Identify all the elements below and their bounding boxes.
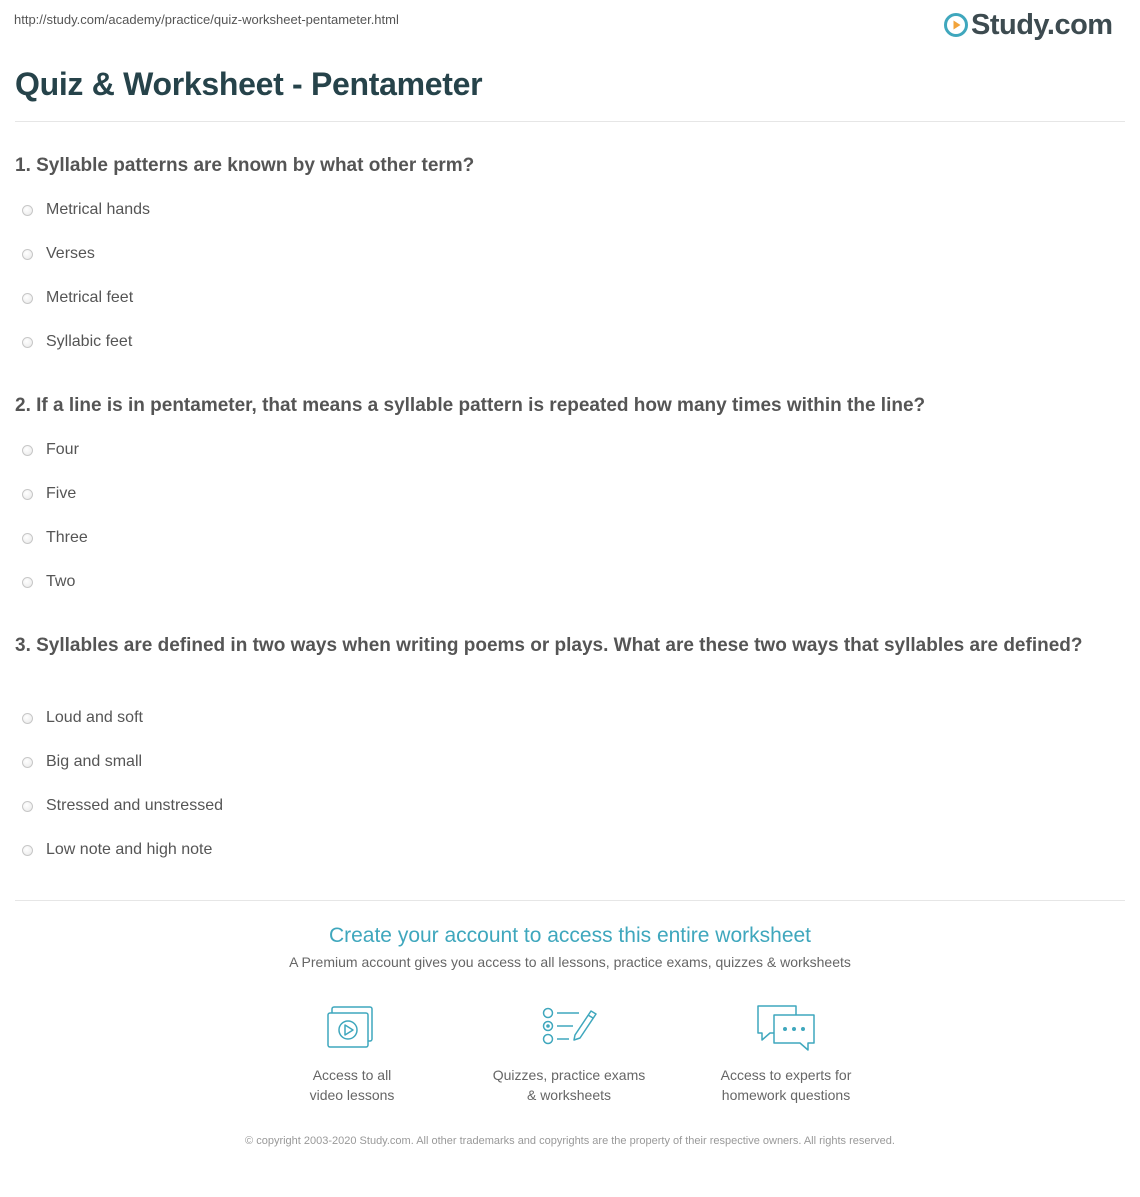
q3-option-3[interactable] bbox=[22, 794, 223, 818]
option-label: Stressed and unstressed bbox=[46, 797, 223, 814]
option-label: Verses bbox=[46, 245, 95, 262]
feature-experts bbox=[686, 1003, 886, 1105]
q3-option-1[interactable] bbox=[22, 706, 143, 730]
radio-button[interactable] bbox=[22, 801, 33, 812]
radio-button[interactable] bbox=[22, 489, 33, 500]
question-2: 2. If a line is in pentameter, that means a syllable pattern is repeated how many times within the line? bbox=[15, 395, 926, 416]
radio-button[interactable] bbox=[22, 845, 33, 856]
feature-quizzes bbox=[469, 1003, 669, 1105]
feature-label-line2: video lessons bbox=[309, 1087, 395, 1103]
q1-option-3[interactable] bbox=[22, 286, 133, 310]
option-label: Big and small bbox=[46, 753, 143, 770]
q3-option-2[interactable] bbox=[22, 750, 142, 774]
radio-button[interactable] bbox=[22, 293, 33, 304]
chat-bubbles-icon bbox=[754, 1003, 818, 1053]
question-3: 3. Syllables are defined in two ways when writing poems or plays. What are these two ways that syllables are defined? bbox=[15, 635, 1083, 656]
radio-button[interactable] bbox=[22, 757, 33, 768]
radio-button[interactable] bbox=[22, 533, 33, 544]
q3-option-4[interactable] bbox=[22, 838, 212, 862]
feature-label-line1: Access to all bbox=[312, 1067, 392, 1083]
radio-button[interactable] bbox=[22, 205, 33, 216]
radio-button[interactable] bbox=[22, 445, 33, 456]
feature-label-line2: & worksheets bbox=[526, 1087, 612, 1103]
feature-label-line1: Access to experts for bbox=[720, 1067, 852, 1083]
radio-button[interactable] bbox=[22, 249, 33, 260]
option-label: Two bbox=[46, 573, 76, 590]
page-url: http://study.com/academy/practice/quiz-worksheet-pentameter.html bbox=[14, 12, 399, 27]
radio-button[interactable] bbox=[22, 713, 33, 724]
study-logo[interactable] bbox=[944, 7, 1113, 43]
feature-label-line2: homework questions bbox=[721, 1087, 851, 1103]
q2-option-4[interactable] bbox=[22, 570, 75, 594]
premium-description: A Premium account gives you access to all lessons, practice exams, quizzes & worksheets bbox=[289, 954, 851, 970]
quiz-divider bbox=[15, 900, 1125, 901]
question-1: 1. Syllable patterns are known by what other term? bbox=[15, 155, 475, 176]
title-divider bbox=[15, 121, 1125, 122]
q2-option-2[interactable] bbox=[22, 482, 76, 506]
q1-option-2[interactable] bbox=[22, 242, 95, 266]
logo-text: Study.com bbox=[971, 8, 1113, 41]
feature-video-lessons bbox=[252, 1003, 452, 1105]
option-label: Metrical hands bbox=[46, 201, 151, 218]
option-label: Syllabic feet bbox=[46, 333, 133, 350]
radio-button[interactable] bbox=[22, 337, 33, 348]
page-title: Quiz & Worksheet - Pentameter bbox=[15, 66, 483, 102]
option-label: Five bbox=[46, 485, 77, 502]
play-circle-logo-icon bbox=[944, 13, 968, 37]
q1-option-1[interactable] bbox=[22, 198, 150, 222]
video-lessons-icon bbox=[324, 1003, 380, 1053]
option-label: Metrical feet bbox=[46, 289, 134, 306]
radio-button[interactable] bbox=[22, 577, 33, 588]
option-label: Four bbox=[46, 441, 79, 458]
quiz-checklist-icon bbox=[539, 1003, 599, 1053]
option-label: Three bbox=[46, 529, 88, 546]
option-label: Loud and soft bbox=[46, 709, 143, 726]
top-bar bbox=[0, 0, 1140, 48]
create-account-link[interactable]: Create your account to access this entire worksheet bbox=[328, 924, 812, 947]
option-label: Low note and high note bbox=[46, 841, 213, 858]
copyright-notice: © copyright 2003-2020 Study.com. All other trademarks and copyrights are the property of their respective owners. All rights reserved. bbox=[245, 1135, 895, 1147]
q2-option-3[interactable] bbox=[22, 526, 88, 550]
q1-option-4[interactable] bbox=[22, 330, 132, 354]
feature-label-line1: Quizzes, practice exams bbox=[492, 1067, 646, 1083]
q2-option-1[interactable] bbox=[22, 438, 79, 462]
